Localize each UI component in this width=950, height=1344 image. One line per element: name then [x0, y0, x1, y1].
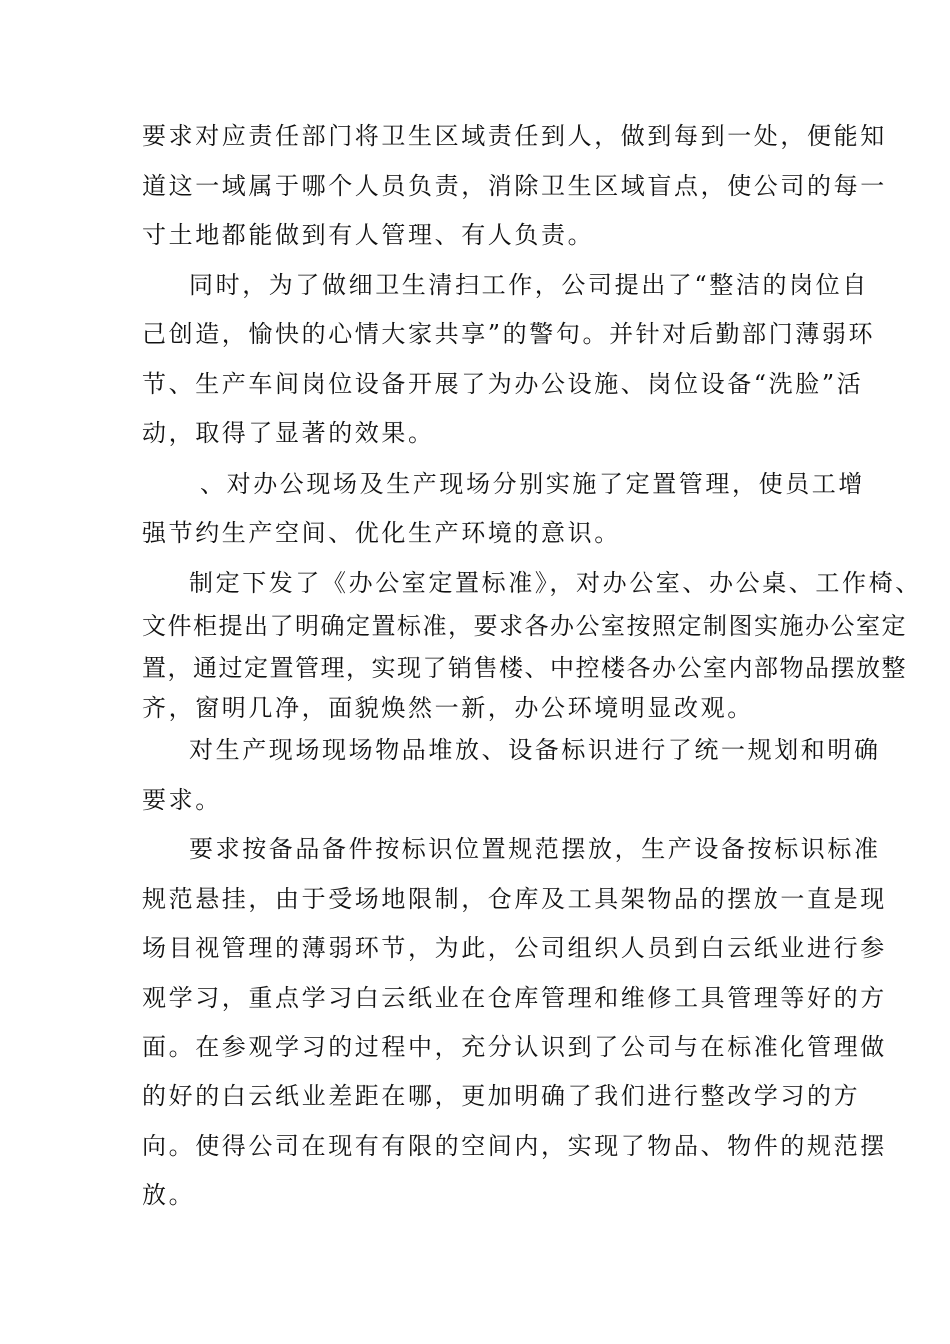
text-line: 文件柜提出了明确定置标准，要求各办公室按照定制图实施办公室定	[142, 612, 907, 640]
text-line: 规范悬挂，由于受场地限制，仓库及工具架物品的摆放一直是现	[142, 885, 887, 913]
text-line: 场目视管理的薄弱环节，为此，公司组织人员到白云纸业进行参	[142, 934, 887, 962]
text-line: 、对办公现场及生产现场分别实施了定置管理，使员工增	[200, 470, 865, 498]
text-line: 放。	[142, 1181, 196, 1209]
text-line: 己创造，愉快的心情大家共享”的警句。并针对后勤部门薄弱环	[142, 320, 876, 348]
text-line: 强节约生产空间、优化生产环境的意识。	[142, 519, 621, 547]
text-line: 节、生产车间岗位设备开展了为办公设施、岗位设备“洗脸”活	[142, 370, 864, 398]
text-line: 要求。	[142, 786, 222, 814]
text-line: 寸土地都能做到有人管理、有人负责。	[142, 221, 595, 249]
text-line: 动，取得了显著的效果。	[142, 419, 435, 447]
text-line: 的好的白云纸业差距在哪，更加明确了我们进行整改学习的方	[142, 1082, 861, 1110]
text-line: 道这一域属于哪个人员负责，消除卫生区域盲点，使公司的每一	[142, 172, 887, 200]
text-line: 置，通过定置管理，实现了销售楼、中控楼各办公室内部物品摆放整	[142, 654, 907, 682]
text-line: 向。使得公司在现有有限的空间内，实现了物品、物件的规范摆	[142, 1132, 887, 1160]
text-line: 同时，为了做细卫生清扫工作，公司提出了“整洁的岗位自	[189, 271, 869, 299]
text-line: 制定下发了《办公室定置标准》，对办公室、办公桌、工作椅、	[189, 569, 922, 597]
text-line: 齐，窗明几净，面貌焕然一新，办公环境明显改观。	[142, 694, 754, 722]
text-line: 要求按备品备件按标识位置规范摆放，生产设备按标识标准	[189, 835, 881, 863]
text-line: 要求对应责任部门将卫生区域责任到人，做到每到一处，便能知	[142, 122, 887, 150]
text-line: 观学习，重点学习白云纸业在仓库管理和维修工具管理等好的方	[142, 984, 887, 1012]
text-line: 面。在参观学习的过程中，充分认识到了公司与在标准化管理做	[142, 1033, 887, 1061]
text-line: 对生产现场现场物品堆放、设备标识进行了统一规划和明确	[189, 736, 881, 764]
